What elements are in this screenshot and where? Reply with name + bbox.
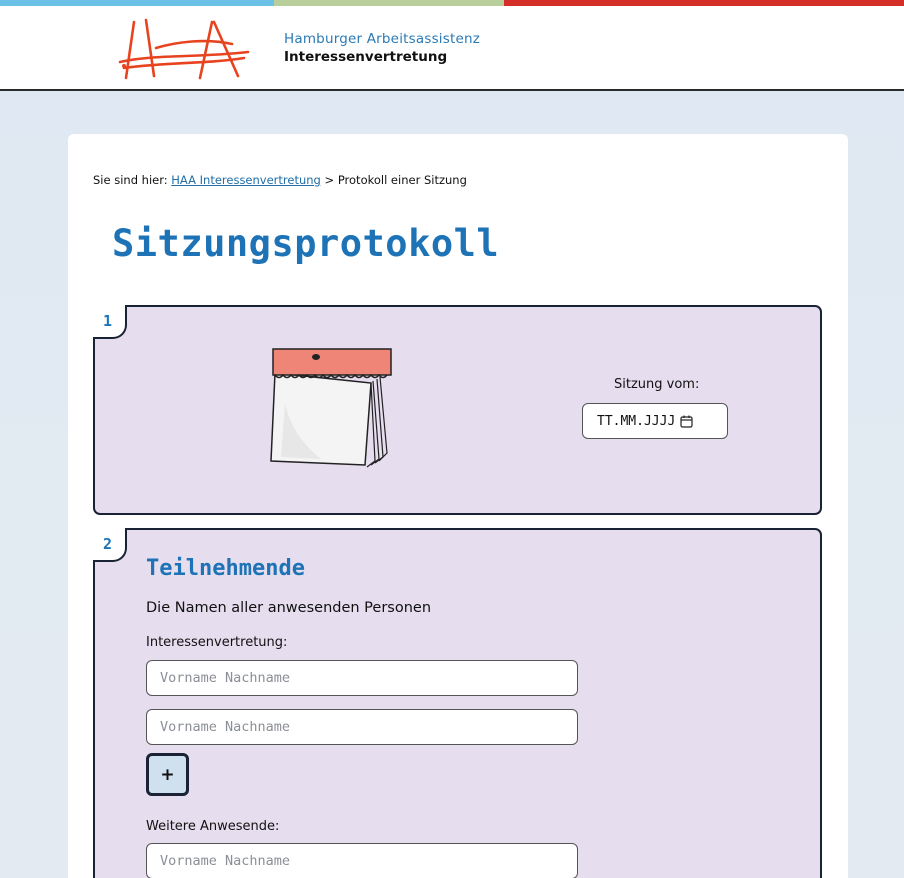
breadcrumb-link-home[interactable]: HAA Interessenvertretung: [171, 173, 321, 187]
section-title: Teilnehmende: [146, 556, 305, 581]
brand-subtitle: Interessenvertretung: [284, 49, 448, 65]
breadcrumb: [93, 173, 467, 187]
member-name-input-1[interactable]: [146, 660, 578, 696]
breadcrumb-separator: >: [324, 173, 335, 187]
member-name-input-2[interactable]: [146, 709, 578, 745]
label-weitere-anwesende: Weitere Anwesende:: [146, 819, 280, 834]
site-header: [0, 6, 904, 91]
guest-name-input-1[interactable]: [146, 843, 578, 878]
brand-org-name: Hamburger Arbeitsassistenz: [284, 31, 481, 47]
label-interessenvertretung: Interessenvertretung:: [146, 635, 288, 650]
calendar-picker-icon[interactable]: [680, 415, 693, 428]
breadcrumb-current: Protokoll einer Sitzung: [337, 173, 467, 187]
date-label: Sitzung vom:: [614, 377, 700, 392]
add-member-button[interactable]: +: [146, 753, 189, 796]
content-card: [68, 134, 848, 878]
section-participants: [93, 528, 822, 878]
haa-logo[interactable]: [116, 18, 256, 80]
section-subtitle: Die Namen aller anwesenden Personen: [146, 600, 432, 616]
breadcrumb-prefix: Sie sind hier:: [93, 173, 168, 187]
tear-off-calendar-icon: [261, 343, 395, 473]
brand-text: [284, 31, 480, 65]
section-number: 2: [93, 528, 127, 562]
page-title: Sitzungsprotokoll: [112, 222, 500, 265]
session-date-input[interactable]: [582, 403, 728, 439]
section-date: [93, 305, 822, 515]
section-number: 1: [93, 305, 127, 339]
date-placeholder: TT.MM.JJJJ: [597, 413, 676, 429]
